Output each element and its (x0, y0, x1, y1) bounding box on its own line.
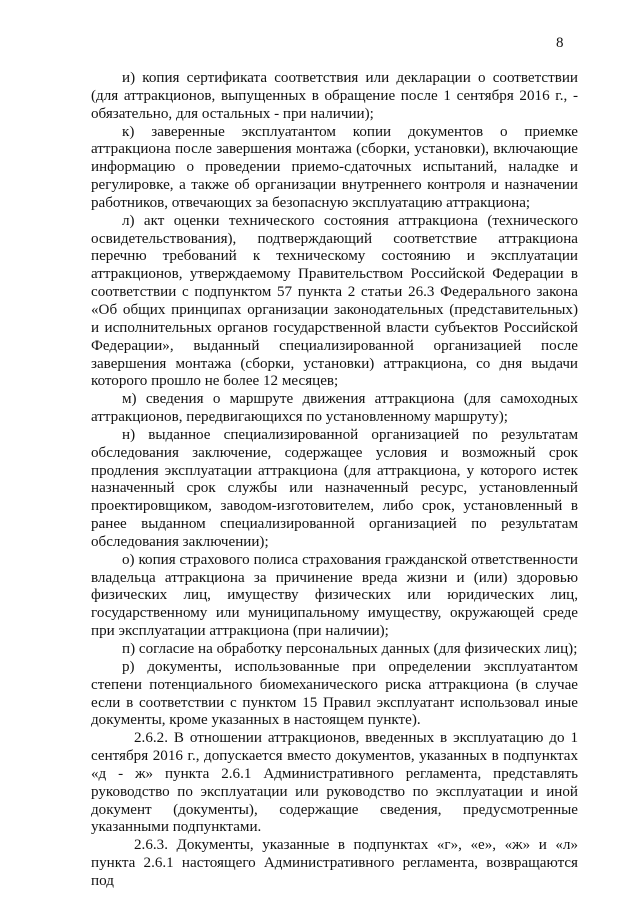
paragraph-item-k: к) заверенные эксплуатантом копии документов о приемке аттракциона после завершения монтажа (сборки, установки), включающие информацию о проведении приемо-сдаточных испытаний, наладке и регулировке, а также об организации внутреннего контроля и назначении работников, отвечающих за безопасную эксплуатацию аттракциона; (91, 123, 578, 211)
paragraph-item-i: и) копия сертификата соответствия или декларации о соответствии (для аттракционов, выпущенных в обращение после 1 сентября 2016 г., - обязательно, для остальных - при наличии); (91, 70, 578, 122)
page-number: 8 (556, 35, 564, 51)
paragraph-item-n: н) выданное специализированной организацией по результатам обследования заключение, содержащее условия и возможный срок продления эксплуатации аттракциона (для аттракциона, у которого истек назначенный срок службы или назначенный ресурс, установленный проектировщиком, заводом-изготовителем, либо срок, установленный в ранее выданном специализированной организацией по результатам обследования заключении); (91, 426, 578, 550)
paragraph-2-6-3: 2.6.3. Документы, указанные в подпунктах «г», «е», «ж» и «л» пункта 2.6.1 настоящего Административного регламента, возвращаются под (91, 837, 578, 889)
paragraph-item-l: л) акт оценки технического состояния аттракциона (технического освидетельствования), подтверждающий соответствие аттракциона перечню требований к техническому состоянию и эксплуатации аттракционов, утверждаемому Правительством Российской Федерации в соответствии с подпунктом 57 пункта 2 статьи 26.3 Федерального закона «Об общих принципах организации законодательных (представительных) и исполнительных органов государственной власти субъектов Российской Федерации», выданный специализированной организацией после завершения монтажа (сборки, установки) аттракциона, со дня выдачи которого прошло не более 12 месяцев; (91, 212, 578, 390)
paragraph-item-r: р) документы, использованные при определении эксплуатантом степени потенциального биомеханического риска аттракциона (в случае если в соответствии с пунктом 15 Правил эксплуатант использовал иные документы, кроме указанных в настоящем пункте). (91, 658, 578, 729)
paragraph-item-m: м) сведения о маршруте движения аттракциона (для самоходных аттракционов, передвигающихся по установленному маршруту); (91, 391, 578, 426)
paragraph-item-p: п) согласие на обработку персональных данных (для физических лиц); (122, 641, 578, 657)
document-body (91, 70, 578, 891)
paragraph-item-o: о) копия страхового полиса страхования гражданской ответственности владельца аттракциона за причинение вреда жизни и (или) здоровью физических лиц, имуществу физических или юридических лиц, государственному или муниципальному имуществу, окружающей среде при эксплуатации аттракциона (при наличии); (91, 551, 578, 640)
paragraph-2-6-2: 2.6.2. В отношении аттракционов, введенных в эксплуатацию до 1 сентября 2016 г., допускается вместо документов, указанных в подпунктах «д - ж» пункта 2.6.1 Административного регламента, представлять руководство по эксплуатации или руководство по эксплуатации и иной документ (документы), содержащие сведения, предусмотренные указанными подпунктами. (91, 730, 578, 836)
